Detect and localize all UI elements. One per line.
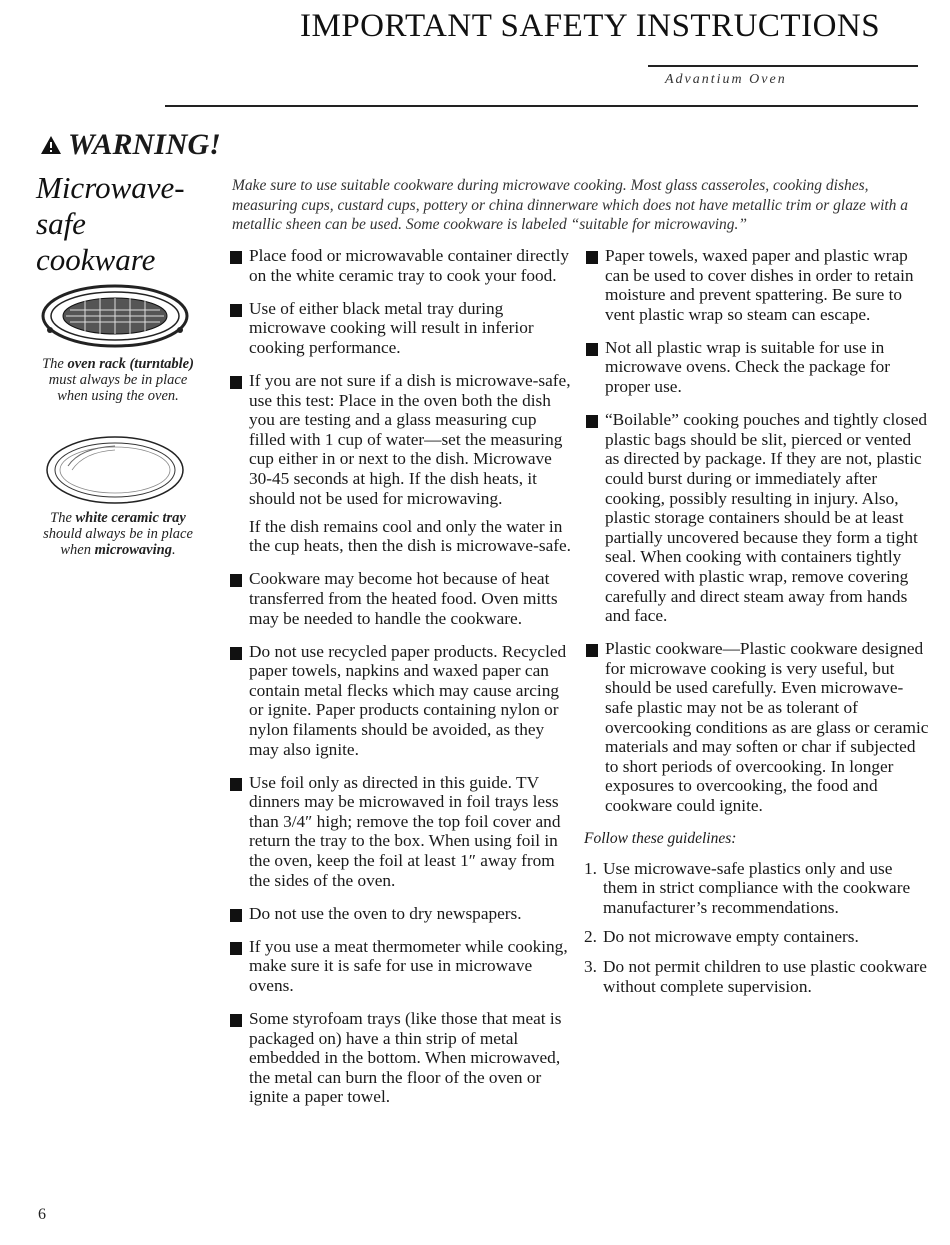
section-heading [36, 170, 236, 278]
bullet-icon [586, 415, 598, 428]
list-item [584, 246, 929, 324]
bullet-icon [586, 251, 598, 264]
list-item-text: Paper towels, waxed paper and plastic wrap can be used to cover dishes in order to retain moisture and prevent spattering. Be sure to vent plastic wrap so steam can escape. [605, 246, 914, 324]
list-item [584, 639, 929, 815]
caption-bold: microwaving [94, 542, 172, 558]
caption-text: The [42, 356, 68, 372]
list-item [228, 246, 573, 285]
bullet-icon [230, 376, 242, 389]
list-item [228, 371, 573, 508]
list-item-text: Place food or microwavable container directly on the white ceramic tray to cook your food. [249, 246, 570, 285]
list-item [228, 299, 573, 358]
list-item-text: Do not use the oven to dry newspapers. [249, 903, 522, 923]
list-item [228, 569, 573, 628]
section-heading-line: Microwave- [36, 170, 185, 205]
oven-rack-illustration [40, 280, 190, 350]
list-item-continuation [228, 517, 573, 556]
header-rule-long [165, 105, 918, 107]
bullet-icon [230, 778, 242, 791]
list-item [228, 904, 573, 924]
guideline-number: 1. [584, 858, 597, 878]
guideline-number: 2. [584, 927, 597, 947]
list-item [228, 773, 573, 891]
list-item [228, 642, 573, 760]
list-item-text: If the dish remains cool and only the water in the cup heats, then the dish is microwave-safe. [249, 516, 571, 556]
bullet-icon [230, 574, 242, 587]
guideline-text: Do not microwave empty containers. [603, 927, 859, 947]
list-item [584, 338, 929, 397]
bullet-icon [230, 251, 242, 264]
product-subtitle: Advantium Oven [665, 72, 787, 87]
page-number: 6 [38, 1206, 46, 1223]
section-heading-line: safe [36, 206, 86, 241]
right-column [584, 246, 929, 1006]
header-rule-short [648, 65, 918, 67]
section-heading-line: cookware [36, 242, 156, 277]
list-item-text: Plastic cookware—Plastic cookware designed for microwave cooking is very useful, but should be used carefully. Even microwave-safe plastic may not be as tolerant of overcooking conditions as are glass or ceramic materials and may soften or char if subjected to short periods of overcooking. In longer exposures to overcooking, the food and cookware could ignite. [605, 639, 929, 815]
bullet-icon [230, 647, 242, 660]
guidelines-intro: Follow these guidelines: [584, 830, 737, 848]
caption-text: The [50, 510, 76, 526]
guideline-item [584, 927, 929, 947]
list-item-text: “Boilable” cooking pouches and tightly closed plastic bags should be slit, pierced or vented as directed by package. If they are not, plastic could burst during or immediately after cooking, possibly resulting in injury. Also, plastic storage containers should be at least partially uncovered because they form a tight seal. When cooking with containers tightly covered with plastic wrap, remove covering carefully and direct steam away from hands and face. [605, 410, 928, 626]
list-item [584, 410, 929, 626]
warning-triangle-icon [40, 135, 62, 155]
list-item-text: Some styrofoam trays (like those that meat is packaged on) have a thin strip of metal embedded in the bottom. When microwaved, the metal can burn the floor of the oven or ignite a paper towel. [249, 1009, 562, 1107]
list-item-text: Not all plastic wrap is suitable for use in microwave ovens. Check the package for proper use. [605, 337, 891, 397]
caption-text: . [171, 542, 176, 558]
bullet-icon [230, 1014, 242, 1027]
caption-text: must always be in place when using the oven. [48, 372, 188, 404]
caption-text: should always be in place when [43, 526, 193, 558]
ceramic-tray-illustration [40, 432, 190, 507]
warning-heading [40, 128, 221, 162]
ceramic-tray-caption [34, 510, 202, 558]
list-item-text: If you use a meat thermometer while cooking, make sure it is safe for use in microwave ovens. [249, 936, 568, 995]
caption-bold: white ceramic tray [75, 510, 186, 526]
bullet-icon [230, 304, 242, 317]
guideline-text: Do not permit children to use plastic cookware without complete supervision. [603, 957, 927, 996]
caption-bold: oven rack (turntable) [67, 356, 194, 372]
bullet-icon [230, 909, 242, 922]
guideline-item [584, 957, 929, 996]
guideline-item [584, 859, 929, 918]
list-item-text: Use foil only as directed in this guide. TV dinners may be microwaved in foil trays less than 3/4″ high; remove the top foil cover and return the tray to the box. When using foil in the oven, keep the foil at least 1″ away from the sides of the oven. [249, 772, 561, 890]
list-item-text: Cookware may become hot because of heat transferred from the heated food. Oven mitts may be needed to handle the cookware. [249, 569, 558, 628]
left-column [228, 246, 573, 1121]
intro-paragraph: Make sure to use suitable cookware during microwave cooking. Most glass casseroles, cooking dishes, measuring cups, custard cups, pottery or china dinnerware which does not have metallic trim or glaze with a metallic sheen can be used. Some cookware is labeled “suitable for microwaving.” [232, 177, 909, 233]
page-title: IMPORTANT SAFETY INSTRUCTIONS [300, 8, 881, 44]
list-item-text: Do not use recycled paper products. Recycled paper towels, napkins and waxed paper can contain metal flecks which may cause arcing or ignite. Paper products containing nylon or nylon filaments should be avoided, as they may also ignite. [249, 641, 567, 759]
guideline-number: 3. [584, 957, 597, 976]
bullet-icon [230, 942, 242, 955]
oven-rack-caption [34, 356, 202, 404]
bullet-icon [586, 644, 598, 657]
list-item [228, 1009, 573, 1107]
list-item-text: Use of either black metal tray during microwave cooking will result in inferior cooking performance. [249, 298, 534, 357]
list-item-text: If you are not sure if a dish is microwave-safe, use this test: Place in the oven both the dish you are testing and a glass measuring cup filled with 1 cup of water—set the measuring cup either in or next to the dish. Microwave 30-45 seconds at high. If the dish heats, it should not be used for microwaving. [249, 370, 571, 508]
warning-label: WARNING! [68, 128, 221, 161]
list-item [228, 937, 573, 996]
guideline-text: Use microwave-safe plastics only and use them in strict compliance with the cookware manufacturer’s recommendations. [603, 858, 911, 917]
bullet-icon [586, 343, 598, 356]
